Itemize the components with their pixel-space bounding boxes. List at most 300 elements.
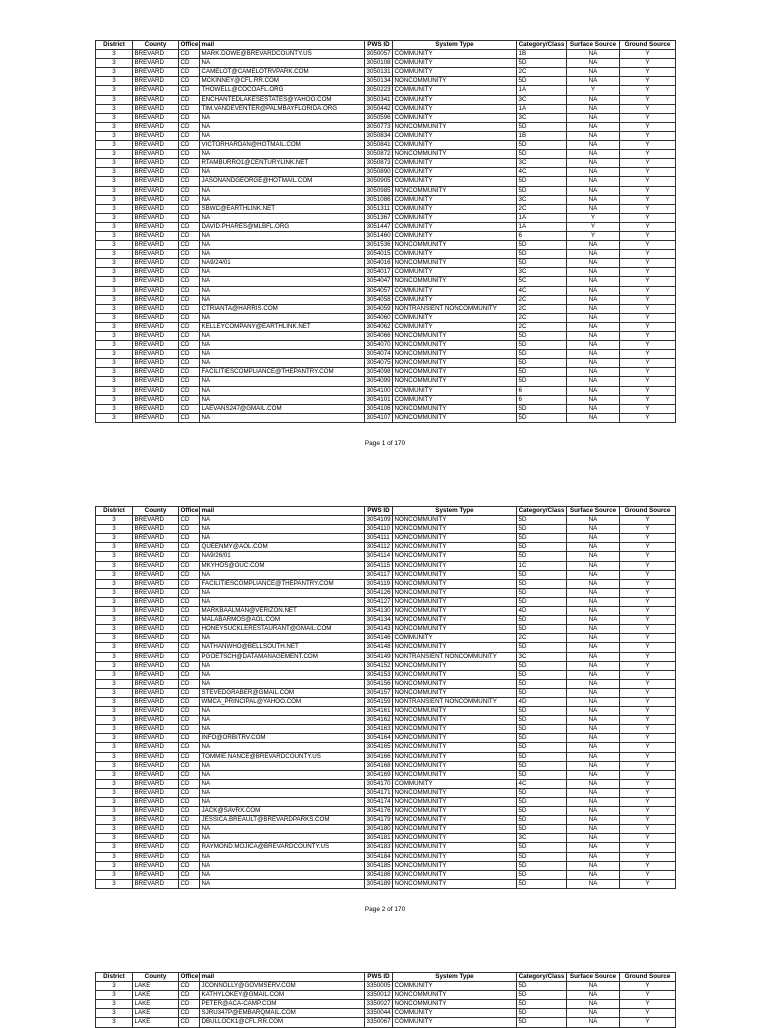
cell-mail: NA — [200, 570, 365, 579]
cell-ground-source: Y — [620, 525, 676, 534]
cell-mail: JESSICA.BREAULT@BREVARDPARKS.COM — [200, 816, 365, 825]
cell-office: CD — [179, 843, 200, 852]
cell-surface-source: NA — [567, 413, 620, 422]
cell-district: 3 — [96, 991, 133, 1000]
cell-office: CD — [179, 688, 200, 697]
cell-surface-source: NA — [567, 368, 620, 377]
cell-system-type: NONCOMMUNITY — [393, 241, 517, 250]
table-row — [96, 50, 676, 59]
cell-system-type: NONCOMMUNITY — [393, 734, 517, 743]
cell-ground-source: Y — [620, 313, 676, 322]
cell-surface-source: NA — [567, 268, 620, 277]
cell-county: BREVARD — [133, 268, 179, 277]
cell-pws-id: 3054163 — [366, 725, 391, 733]
cell-district: 3 — [96, 879, 133, 888]
cell-pws-id: 3054059 — [366, 304, 391, 312]
table-row — [96, 186, 676, 195]
cell-office: CD — [179, 634, 200, 643]
cell-surface-source: NA — [567, 770, 620, 779]
cell-pws-id: 3054107 — [366, 413, 391, 421]
cell-county: BREVARD — [133, 525, 179, 534]
cell-pws-id: 3054179 — [366, 816, 391, 824]
cell-office: CD — [179, 241, 200, 250]
cell-surface-source: NA — [567, 141, 620, 150]
table-row — [96, 404, 676, 413]
cell-district: 3 — [96, 752, 133, 761]
cell-district: 3 — [96, 122, 133, 131]
cell-system-type: NONCOMMUNITY — [393, 761, 517, 770]
cell-office: CD — [179, 861, 200, 870]
cell-category-class: 5D — [517, 807, 567, 816]
cell-county: BREVARD — [133, 59, 179, 68]
cell-district: 3 — [96, 313, 133, 322]
cell-office: CD — [179, 679, 200, 688]
cell-district: 3 — [96, 95, 133, 104]
cell-system-type: COMMUNITY — [393, 268, 517, 277]
table-row — [96, 991, 676, 1000]
cell-district: 3 — [96, 86, 133, 95]
cell-category-class: 5D — [517, 643, 567, 652]
cell-mail: JCONNOLLY@GOVMSERV.COM — [200, 982, 365, 991]
cell-mail: NA — [200, 588, 365, 597]
cell-surface-source: Y — [567, 213, 620, 222]
cell-pws-id: 3054162 — [366, 716, 391, 724]
table-row — [96, 277, 676, 286]
cell-county: BREVARD — [133, 670, 179, 679]
cell-mail: NA — [200, 359, 365, 368]
cell-office: CD — [179, 661, 200, 670]
table-row — [96, 552, 676, 561]
cell-system-type: COMMUNITY — [393, 168, 517, 177]
cell-pws-id: 3054170 — [366, 779, 391, 787]
cell-mail: MARK.DOWE@BREVARDCOUNTY.US — [200, 50, 365, 59]
cell-pws-id: 3050985 — [366, 186, 391, 194]
table-row — [96, 716, 676, 725]
cell-surface-source: Y — [567, 222, 620, 231]
table-row — [96, 131, 676, 140]
cell-district: 3 — [96, 350, 133, 359]
cell-mail: NA — [200, 195, 365, 204]
cell-system-type: NONCOMMUNITY — [393, 588, 517, 597]
cell-surface-source: NA — [567, 59, 620, 68]
cell-category-class: 1A — [517, 86, 567, 95]
cell-county: BREVARD — [133, 588, 179, 597]
cell-office: CD — [179, 186, 200, 195]
cell-mail: FACILITIESCOMPLIANCE@THEPANTRY.COM — [200, 579, 365, 588]
cell-category-class: 5D — [517, 788, 567, 797]
cell-category-class: 3C — [517, 159, 567, 168]
cell-category-class: 5D — [517, 1009, 567, 1018]
cell-system-type: NONCOMMUNITY — [393, 341, 517, 350]
cell-system-type: COMMUNITY — [393, 250, 517, 259]
cell-surface-source: NA — [567, 991, 620, 1000]
cell-surface-source: NA — [567, 113, 620, 122]
cell-category-class: 5D — [517, 332, 567, 341]
cell-system-type: NONCOMMUNITY — [393, 277, 517, 286]
cell-office: CD — [179, 150, 200, 159]
cell-office: CD — [179, 534, 200, 543]
cell-district: 3 — [96, 259, 133, 268]
cell-pws-id: 3050905 — [366, 177, 391, 185]
cell-system-type: COMMUNITY — [393, 222, 517, 231]
table-row — [96, 1009, 676, 1018]
cell-system-type: COMMUNITY — [393, 286, 517, 295]
cell-mail: NA — [200, 150, 365, 159]
table-row — [96, 534, 676, 543]
cell-system-type: COMMUNITY — [393, 131, 517, 140]
cell-pws-id: 3054111 — [365, 534, 393, 543]
cell-ground-source: Y — [620, 982, 676, 991]
table-row — [96, 752, 676, 761]
cell-system-type: COMMUNITY — [393, 95, 517, 104]
cell-ground-source: Y — [620, 1018, 676, 1027]
cell-county: BREVARD — [133, 341, 179, 350]
cell-county: BREVARD — [133, 770, 179, 779]
cell-pws-id: 3350044 — [366, 1009, 391, 1017]
table-row — [96, 222, 676, 231]
column-header-district: District — [96, 507, 133, 516]
cell-category-class: 6 — [517, 231, 567, 240]
cell-surface-source: NA — [567, 588, 620, 597]
cell-pws-id: 3054176 — [366, 807, 391, 815]
cell-district: 3 — [96, 113, 133, 122]
cell-surface-source: NA — [567, 825, 620, 834]
table-row — [96, 982, 676, 991]
column-header-surface-source: Surface Source — [567, 41, 620, 50]
cell-office: CD — [179, 86, 200, 95]
cell-mail: KATHYLOKEY@GMAIL.COM — [200, 991, 365, 1000]
table-row — [96, 204, 676, 213]
cell-pws-id: 3054062 — [366, 322, 391, 330]
cell-category-class: 2C — [517, 295, 567, 304]
cell-office: CD — [179, 725, 200, 734]
cell-county: BREVARD — [133, 788, 179, 797]
cell-district: 3 — [96, 377, 133, 386]
column-header-system-type: System Type — [393, 973, 517, 982]
cell-county: BREVARD — [133, 779, 179, 788]
cell-county: BREVARD — [133, 661, 179, 670]
cell-office: CD — [179, 104, 200, 113]
cell-pws-id: 3050773 — [366, 122, 391, 130]
cell-system-type: NONCOMMUNITY — [393, 150, 517, 159]
cell-office: CD — [179, 250, 200, 259]
table-row — [96, 843, 676, 852]
cell-office: CD — [179, 625, 200, 634]
cell-surface-source: Y — [567, 86, 620, 95]
cell-ground-source: Y — [620, 798, 676, 807]
cell-mail: NA — [200, 825, 365, 834]
cell-county: BREVARD — [133, 304, 179, 313]
cell-district: 3 — [96, 295, 133, 304]
cell-county: BREVARD — [133, 395, 179, 404]
cell-ground-source: Y — [620, 277, 676, 286]
cell-office: CD — [179, 752, 200, 761]
page-footer: Page 1 of 170 — [364, 440, 406, 447]
cell-district: 3 — [96, 304, 133, 313]
cell-surface-source: NA — [567, 834, 620, 843]
cell-pws-id: 3054171 — [366, 788, 391, 796]
cell-mail: NA9/24/01 — [200, 259, 365, 268]
cell-ground-source: Y — [620, 332, 676, 341]
cell-office: CD — [179, 798, 200, 807]
cell-surface-source: NA — [567, 579, 620, 588]
cell-pws-id: 3054186 — [366, 870, 391, 878]
table-row — [96, 652, 676, 661]
table-row — [96, 570, 676, 579]
cell-surface-source: NA — [567, 295, 620, 304]
cell-system-type: NONCOMMUNITY — [393, 852, 517, 861]
cell-pws-id: 3051447 — [366, 222, 391, 230]
table-row — [96, 150, 676, 159]
cell-ground-source: Y — [620, 616, 676, 625]
cell-category-class: 5D — [517, 616, 567, 625]
cell-pws-id: 3050873 — [366, 159, 391, 167]
cell-category-class: 5D — [517, 982, 567, 991]
cell-office: CD — [179, 386, 200, 395]
cell-ground-source: Y — [620, 404, 676, 413]
cell-county: BREVARD — [133, 50, 179, 59]
table-row — [96, 607, 676, 616]
cell-mail: NA — [200, 725, 365, 734]
cell-district: 3 — [96, 561, 133, 570]
cell-system-type: COMMUNITY — [393, 141, 517, 150]
cell-county: BREVARD — [133, 186, 179, 195]
table-row — [96, 670, 676, 679]
cell-district: 3 — [96, 661, 133, 670]
cell-mail: NA — [200, 250, 365, 259]
cell-office: CD — [179, 697, 200, 706]
column-header-pws-id: PWS ID — [365, 41, 393, 50]
table-row — [96, 86, 676, 95]
table-row — [96, 870, 676, 879]
cell-mail: FACILITIESCOMPLIANCE@THEPANTRY.COM — [200, 368, 365, 377]
cell-system-type: NONCOMMUNITY — [393, 716, 517, 725]
table-row — [96, 95, 676, 104]
cell-ground-source: Y — [620, 807, 676, 816]
cell-ground-source: Y — [620, 231, 676, 240]
cell-ground-source: Y — [620, 150, 676, 159]
cell-district: 3 — [96, 177, 133, 186]
cell-office: CD — [179, 113, 200, 122]
cell-pws-id: 3054057 — [366, 286, 391, 294]
table-row — [96, 1000, 676, 1009]
cell-system-type: NONCOMMUNITY — [393, 607, 517, 616]
cell-ground-source: Y — [620, 341, 676, 350]
cell-ground-source: Y — [620, 322, 676, 331]
cell-mail: NA — [200, 213, 365, 222]
cell-district: 3 — [96, 131, 133, 140]
cell-system-type: NONCOMMUNITY — [393, 861, 517, 870]
cell-pws-id: 3051536 — [366, 241, 391, 249]
cell-category-class: 5D — [517, 661, 567, 670]
cell-system-type: NONCOMMUNITY — [393, 707, 517, 716]
table-row — [96, 350, 676, 359]
table-row — [96, 259, 676, 268]
table-row — [96, 779, 676, 788]
cell-ground-source: Y — [620, 159, 676, 168]
cell-district: 3 — [96, 570, 133, 579]
cell-district: 3 — [96, 852, 133, 861]
cell-system-type: COMMUNITY — [393, 395, 517, 404]
cell-system-type: NONCOMMUNITY — [393, 688, 517, 697]
column-header-county: County — [133, 41, 179, 50]
cell-county: BREVARD — [133, 241, 179, 250]
cell-office: CD — [179, 525, 200, 534]
cell-category-class: 3C — [517, 652, 567, 661]
cell-district: 3 — [96, 743, 133, 752]
cell-district: 3 — [96, 552, 133, 561]
cell-office: CD — [179, 131, 200, 140]
cell-category-class: 5D — [517, 679, 567, 688]
cell-office: CD — [179, 277, 200, 286]
cell-category-class: 4D — [517, 607, 567, 616]
cell-ground-source: Y — [620, 534, 676, 543]
cell-office: CD — [179, 1000, 200, 1009]
cell-ground-source: Y — [620, 861, 676, 870]
cell-office: CD — [179, 159, 200, 168]
table-row — [96, 543, 676, 552]
cell-mail: NA — [200, 861, 365, 870]
cell-district: 3 — [96, 386, 133, 395]
cell-ground-source: Y — [620, 368, 676, 377]
cell-surface-source: NA — [567, 543, 620, 552]
cell-county: BREVARD — [133, 286, 179, 295]
cell-district: 3 — [96, 834, 133, 843]
cell-mail: WMCA_PRINCIPAL@YAHOO.COM — [200, 697, 365, 706]
table-row — [96, 661, 676, 670]
cell-district: 3 — [96, 779, 133, 788]
cell-office: CD — [179, 177, 200, 186]
cell-surface-source: NA — [567, 798, 620, 807]
cell-mail: NA — [200, 743, 365, 752]
cell-office: CD — [179, 377, 200, 386]
cell-ground-source: Y — [620, 625, 676, 634]
cell-district: 3 — [96, 697, 133, 706]
cell-district: 3 — [96, 670, 133, 679]
cell-district: 3 — [96, 770, 133, 779]
cell-category-class: 1A — [517, 213, 567, 222]
cell-pws-id: 3054058 — [366, 295, 391, 303]
cell-office: CD — [179, 168, 200, 177]
cell-ground-source: Y — [620, 579, 676, 588]
cell-county: BREVARD — [133, 213, 179, 222]
column-header-system-type: System Type — [393, 507, 517, 516]
cell-ground-source: Y — [620, 607, 676, 616]
cell-mail: MALABARMOS@AOL.COM — [200, 616, 365, 625]
cell-pws-id: 3054174 — [366, 798, 391, 805]
cell-county: BREVARD — [133, 113, 179, 122]
cell-system-type: NONCOMMUNITY — [393, 816, 517, 825]
cell-system-type: COMMUNITY — [393, 159, 517, 168]
cell-surface-source: NA — [567, 561, 620, 570]
cell-county: BREVARD — [133, 834, 179, 843]
cell-surface-source: NA — [567, 616, 620, 625]
cell-system-type: NONCOMMUNITY — [393, 77, 517, 86]
cell-district: 3 — [96, 688, 133, 697]
cell-county: BREVARD — [133, 104, 179, 113]
cell-ground-source: Y — [620, 295, 676, 304]
cell-mail: VICTORHARDAN@HOTMAIL.COM — [200, 141, 365, 150]
cell-category-class: 5D — [517, 59, 567, 68]
cell-pws-id: 3054164 — [366, 734, 391, 742]
cell-office: CD — [179, 222, 200, 231]
column-header-pws-id: PWS ID — [365, 507, 393, 516]
cell-mail: NA — [200, 377, 365, 386]
cell-office: CD — [179, 141, 200, 150]
cell-mail: TIM.VANDEVENTER@PALMBAYFLORIDA.ORG — [200, 104, 365, 113]
cell-ground-source: Y — [620, 825, 676, 834]
cell-surface-source: NA — [567, 879, 620, 888]
cell-county: BREVARD — [133, 68, 179, 77]
cell-ground-source: Y — [620, 213, 676, 222]
cell-surface-source: NA — [567, 77, 620, 86]
cell-county: BREVARD — [133, 552, 179, 561]
cell-system-type: NONCOMMUNITY — [393, 834, 517, 843]
cell-ground-source: Y — [620, 395, 676, 404]
cell-mail: NA — [200, 534, 365, 543]
cell-category-class: 5D — [517, 259, 567, 268]
cell-category-class: 5D — [517, 798, 567, 807]
cell-surface-source: NA — [567, 195, 620, 204]
cell-system-type: NONCOMMUNITY — [393, 752, 517, 761]
cell-mail: NA — [200, 634, 365, 643]
page-3 — [95, 972, 675, 1028]
column-header-office: Office — [180, 41, 199, 48]
cell-pws-id: 3050131 — [366, 68, 391, 76]
cell-district: 3 — [96, 222, 133, 231]
cell-pws-id: 3054115 — [365, 561, 393, 570]
cell-county: BREVARD — [133, 131, 179, 140]
cell-mail: NA — [200, 168, 365, 177]
cell-ground-source: Y — [620, 716, 676, 725]
cell-ground-source: Y — [620, 852, 676, 861]
column-header-system-type: System Type — [393, 41, 517, 50]
water-systems-table — [95, 40, 676, 423]
cell-pws-id: 3054017 — [366, 268, 391, 276]
cell-surface-source: NA — [567, 313, 620, 322]
cell-mail: NA — [200, 597, 365, 606]
cell-mail: NA — [200, 670, 365, 679]
cell-county: BREVARD — [133, 643, 179, 652]
cell-category-class: 4C — [517, 286, 567, 295]
cell-district: 3 — [96, 807, 133, 816]
cell-county: BREVARD — [133, 534, 179, 543]
cell-county: BREVARD — [133, 861, 179, 870]
cell-system-type: NONCOMMUNITY — [393, 259, 517, 268]
cell-system-type: NONCOMMUNITY — [393, 377, 517, 386]
cell-mail: PGOETSCH@DATAMANAGEMENT.COM — [200, 652, 365, 661]
column-header-ground-source: Ground Source — [620, 973, 676, 982]
cell-ground-source: Y — [620, 816, 676, 825]
cell-pws-id: 3054127 — [366, 597, 391, 605]
cell-pws-id: 3054114 — [365, 552, 393, 561]
cell-district: 3 — [96, 368, 133, 377]
cell-mail: NA — [200, 241, 365, 250]
cell-pws-id: 3050442 — [366, 104, 391, 112]
cell-district: 3 — [96, 634, 133, 643]
cell-ground-source: Y — [620, 652, 676, 661]
cell-district: 3 — [96, 213, 133, 222]
cell-district: 3 — [96, 77, 133, 86]
cell-pws-id: 3054106 — [366, 404, 391, 412]
cell-county: BREVARD — [133, 277, 179, 286]
cell-ground-source: Y — [620, 725, 676, 734]
cell-category-class: 5D — [517, 413, 567, 422]
cell-county: BREVARD — [133, 579, 179, 588]
table-row — [96, 725, 676, 734]
cell-system-type: NONCOMMUNITY — [393, 525, 517, 534]
cell-system-type: COMMUNITY — [393, 231, 517, 240]
